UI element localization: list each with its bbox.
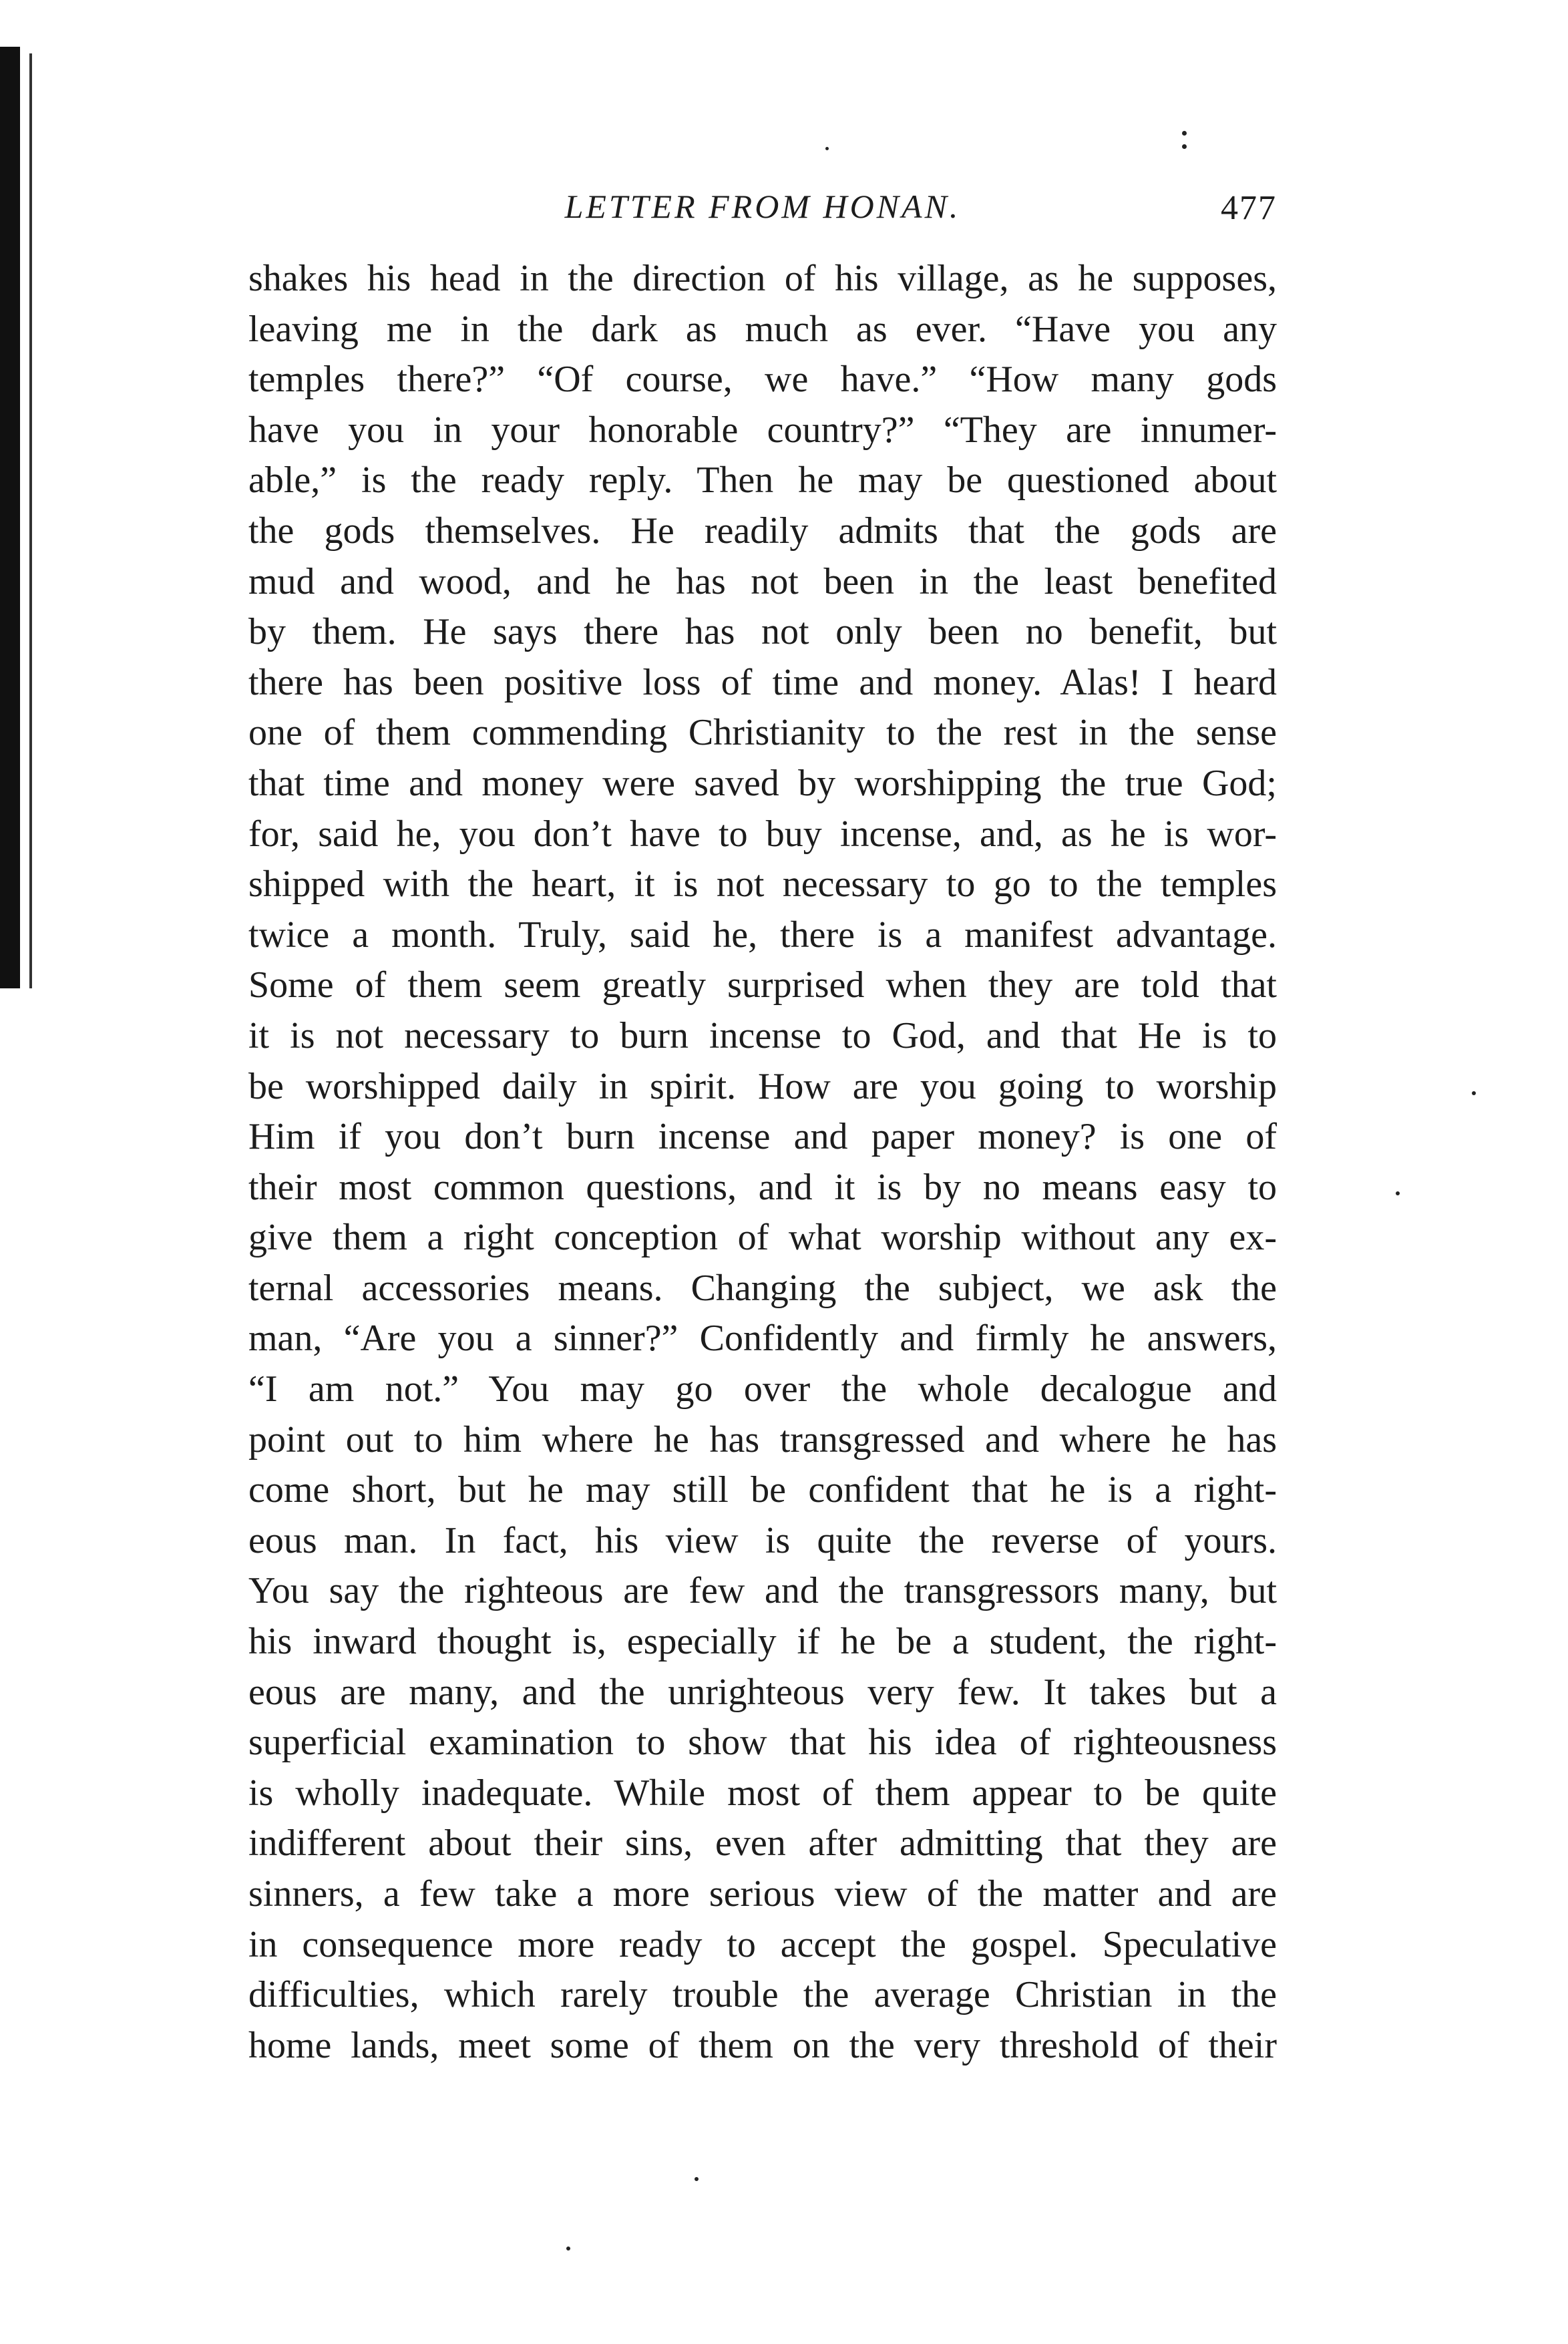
running-title: LETTER FROM HONAN. <box>564 188 961 225</box>
text-line: eous man. In fact, his view is quite the reverse of yours. <box>248 1519 1277 1561</box>
page-number: 477 <box>1221 189 1277 227</box>
text-line: superficial examination to show that his idea of righteousness <box>248 1722 1277 1764</box>
text-line: difficulties, which rarely trouble the average Christian in the <box>248 1974 1277 2016</box>
text-line: “I am not.” You may go over the whole decalogue and <box>248 1368 1277 1410</box>
text-line: Him if you don’t burn incense and paper money? is one of <box>248 1116 1277 1158</box>
text-line: give them a right conception of what worship without any ex- <box>248 1217 1277 1259</box>
text-line: one of them commending Christianity to the rest in the sense <box>248 712 1277 754</box>
text-line: sinners, a few take a more serious view of the matter and are <box>248 1873 1277 1915</box>
text-line: home lands, meet some of them on the very threshold of their <box>248 2024 1277 2066</box>
text-line: eous are many, and the unrighteous very few. It takes but a <box>248 1671 1277 1713</box>
text-line: there has been positive loss of time and money. Alas! I heard <box>248 661 1277 703</box>
body-text <box>248 254 1277 2071</box>
text-line: shipped with the heart, it is not necessary to go to the temples <box>248 863 1277 906</box>
text-line: twice a month. Truly, said he, there is a manifest advantage. <box>248 914 1277 956</box>
text-line: able,” is the ready reply. Then he may be questioned about <box>248 459 1277 502</box>
scan-speck <box>1472 1091 1476 1095</box>
text-line: ternal accessories means. Changing the subject, we ask the <box>248 1267 1277 1309</box>
text-line: point out to him where he has transgressed and where he has <box>248 1418 1277 1460</box>
text-line: their most common questions, and it is by no means easy to <box>248 1166 1277 1208</box>
text-line: temples there?” “Of course, we have.” “How many gods <box>248 359 1277 401</box>
scan-speck <box>1182 144 1187 149</box>
text-line: in consequence more ready to accept the gospel. Speculative <box>248 1923 1277 1965</box>
text-line: that time and money were saved by worshipping the true God; <box>248 762 1277 804</box>
text-line: it is not necessary to burn incense to God, and that He is to <box>248 1014 1277 1056</box>
text-line: the gods themselves. He readily admits that the gods are <box>248 510 1277 552</box>
text-line: You say the righteous are few and the transgressors many, but <box>248 1570 1277 1612</box>
text-line: mud and wood, and he has not been in the least benefited <box>248 560 1277 602</box>
scan-speck <box>1396 1191 1400 1195</box>
scan-speck <box>825 147 829 150</box>
binding-edge-shadow <box>0 47 20 988</box>
text-line: is wholly inadequate. While most of them appear to be quite <box>248 1772 1277 1814</box>
text-line: shakes his head in the direction of his village, as he supposes, <box>248 258 1277 299</box>
text-line: be worshipped daily in spirit. How are you going to worship <box>248 1065 1277 1107</box>
text-line: for, said he, you don’t have to buy incense, and, as he is wor- <box>248 813 1277 855</box>
running-head <box>248 187 1277 234</box>
text-line: come short, but he may still be confident that he is a right- <box>248 1469 1277 1511</box>
scan-speck <box>695 2177 699 2181</box>
text-line: have you in your honorable country?” “They are innumer- <box>248 409 1277 451</box>
text-line: his inward thought is, especially if he be a student, the right- <box>248 1621 1277 1663</box>
text-line: indifferent about their sins, even after admitting that they are <box>248 1822 1277 1865</box>
text-line: man, “Are you a sinner?” Confidently and firmly he answers, <box>248 1318 1277 1360</box>
text-line: by them. He says there has not only been no benefit, but <box>248 611 1277 653</box>
scan-speck <box>566 2247 570 2251</box>
text-line: Some of them seem greatly surprised when they are told that <box>248 964 1277 1006</box>
binding-edge-line <box>29 53 32 988</box>
text-line: leaving me in the dark as much as ever. “Have you any <box>248 308 1277 350</box>
scan-speck <box>1182 131 1187 136</box>
